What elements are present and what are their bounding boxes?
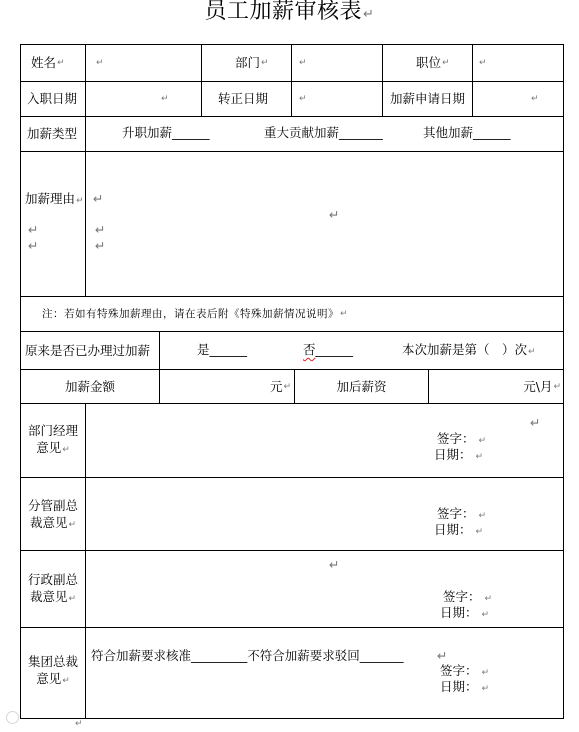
- position-value-cell[interactable]: [472, 44, 564, 82]
- paragraph-mark-icon: ↵: [62, 444, 70, 455]
- admin-vp-opinion-cell[interactable]: [85, 550, 564, 628]
- paragraph-mark-icon: ↵: [95, 238, 106, 253]
- spellcheck-flagged-char: 否: [303, 342, 316, 357]
- name-value-cell[interactable]: [85, 44, 202, 82]
- vp-date-line: [434, 522, 483, 540]
- paragraph-mark-icon: ↵: [531, 94, 539, 104]
- paragraph-mark-icon: ↵: [478, 436, 487, 446]
- special-reason-note: 注：若如有特殊加薪理由，请在表后附《特殊加薪情况说明》: [42, 308, 339, 320]
- sign-label: 签字：: [437, 431, 475, 446]
- dept-manager-date-line: [434, 447, 483, 465]
- hire-date-value-cell[interactable]: [85, 81, 202, 117]
- raise-type-option-promotion[interactable]: 升职加薪______: [122, 125, 210, 140]
- dept-manager-opinion-cell[interactable]: [85, 403, 564, 478]
- raise-type-label-cell: [20, 116, 86, 152]
- dept-manager-opinion-label: 部门经理意见: [27, 423, 78, 455]
- paragraph-mark-icon: ↵: [475, 452, 484, 462]
- raise-reason-label-cell: [20, 151, 86, 297]
- prior-raise-label-cell: [20, 331, 160, 370]
- raise-amount-label: 加薪金额: [64, 378, 115, 394]
- hire-date-label: 入职日期: [27, 91, 78, 106]
- paragraph-mark-icon: ↵: [95, 222, 106, 237]
- paragraph-mark-icon: ↵: [62, 675, 70, 686]
- raise-amount-value-cell[interactable]: [159, 369, 295, 404]
- department-label: 部门: [235, 55, 261, 70]
- paragraph-mark-icon: ↵: [479, 58, 487, 68]
- name-label-cell: [20, 44, 86, 82]
- paragraph-mark-icon: ↵: [475, 527, 484, 537]
- regularization-date-label: 转正日期: [218, 91, 269, 106]
- date-label: 日期：: [440, 679, 478, 694]
- new-salary-unit: 元\月: [523, 378, 553, 394]
- paragraph-mark-icon: ↵: [528, 347, 536, 357]
- paragraph-mark-icon: ↵: [478, 511, 487, 521]
- raise-reason-input-cell[interactable]: [85, 151, 564, 297]
- paragraph-mark-icon: ↵: [68, 593, 77, 604]
- raise-apply-date-value-cell[interactable]: [472, 81, 564, 117]
- paragraph-mark-icon: ↵: [481, 668, 490, 678]
- paragraph-mark-icon: ↵: [299, 58, 307, 68]
- paragraph-mark-icon: ↵: [442, 58, 450, 68]
- paragraph-mark-icon: ↵: [530, 415, 541, 430]
- dept-manager-opinion-label-cell: [20, 403, 86, 478]
- paragraph-mark-icon: ↵: [96, 58, 104, 68]
- vp-opinion-cell[interactable]: [85, 477, 564, 551]
- admin-vp-opinion-label-cell: [20, 550, 86, 628]
- prior-raise-answer-cell[interactable]: [159, 331, 564, 370]
- raise-apply-date-label: 加薪申请日期: [390, 91, 466, 106]
- vp-opinion-label-wrap: [26, 478, 80, 533]
- prior-raise-no-blank: ______: [315, 342, 354, 357]
- president-opinion-label-cell: [20, 627, 86, 719]
- paragraph-mark-icon: ↵: [261, 58, 269, 68]
- department-value-cell[interactable]: [291, 44, 383, 82]
- paragraph-mark-icon: ↵: [93, 191, 104, 206]
- sign-label: 签字：: [443, 589, 481, 604]
- salary-raise-review-table: [20, 44, 564, 719]
- form-title-text: 员工加薪审核表: [204, 0, 363, 24]
- regularization-date-label-cell: [201, 81, 292, 117]
- prior-raise-label: 原来是否已办理过加薪: [25, 342, 151, 358]
- paragraph-mark-icon: ↵: [329, 207, 340, 222]
- department-label-cell: [201, 44, 292, 82]
- position-label: 职位: [416, 55, 442, 70]
- president-opinion-label-wrap: [26, 628, 80, 689]
- paragraph-mark-icon: ↵: [437, 648, 448, 663]
- president-opinion-label: 集团总裁意见: [27, 654, 78, 686]
- paragraph-mark-icon: ↵: [481, 610, 490, 620]
- raise-amount-unit: 元: [269, 378, 283, 394]
- new-salary-label: 加后薪资: [336, 378, 387, 394]
- paragraph-mark-icon: ↵: [363, 7, 375, 22]
- date-label: 日期：: [434, 522, 472, 537]
- vp-opinion-label-cell: [20, 477, 86, 551]
- paragraph-mark-icon: ↵: [484, 594, 493, 604]
- admin-vp-date-line: [440, 605, 489, 623]
- paragraph-mark-icon: ↵: [57, 58, 65, 68]
- new-salary-label-cell: [294, 369, 429, 404]
- admin-vp-opinion-label-wrap: [26, 551, 80, 607]
- regularization-date-value-cell[interactable]: [291, 81, 383, 117]
- raise-amount-label-cell: [20, 369, 160, 404]
- president-date-line: [440, 679, 489, 697]
- date-label: 日期：: [440, 605, 478, 620]
- paragraph-mark-icon: ↵: [68, 519, 77, 530]
- paragraph-mark-icon: ↵: [161, 94, 169, 104]
- paragraph-mark-icon: ↵: [28, 238, 39, 253]
- name-label: 姓名: [31, 55, 57, 70]
- paragraph-mark-icon: ↵: [75, 719, 83, 729]
- paragraph-mark-icon: ↵: [553, 381, 561, 392]
- president-decision-text[interactable]: 符合加薪要求核准_________不符合加薪要求驳回_______: [91, 648, 404, 663]
- raise-type-option-other[interactable]: 其他加薪______: [423, 125, 511, 140]
- position-label-cell: [382, 44, 473, 82]
- hire-date-label-cell: [20, 81, 86, 117]
- paragraph-mark-icon: ↵: [340, 309, 348, 319]
- president-opinion-cell[interactable]: [85, 627, 564, 719]
- paragraph-mark-icon: ↵: [481, 684, 490, 694]
- sign-label: 签字：: [440, 663, 478, 678]
- paragraph-mark-icon: ↵: [299, 94, 307, 104]
- new-salary-value-cell[interactable]: [428, 369, 564, 404]
- watermark-logo-icon: [6, 711, 19, 724]
- raise-type-label: 加薪类型: [27, 126, 78, 141]
- raise-reason-label-line: [25, 191, 84, 209]
- prior-raise-no-option[interactable]: [303, 342, 353, 358]
- paragraph-mark-icon: ↵: [28, 222, 39, 237]
- raise-count-line[interactable]: [402, 342, 536, 360]
- sign-label: 签字：: [437, 506, 475, 521]
- raise-reason-label: 加薪理由: [25, 191, 76, 206]
- form-title: [0, 0, 579, 29]
- dept-manager-opinion-label-wrap: [26, 404, 80, 458]
- paragraph-mark-icon: ↵: [329, 557, 340, 572]
- paragraph-mark-icon: ↵: [283, 381, 291, 392]
- admin-vp-opinion-label: 行政副总裁意见: [27, 572, 78, 604]
- prior-raise-yes-option[interactable]: 是______: [197, 342, 248, 357]
- raise-type-option-major-contribution[interactable]: 重大贡献加薪_______: [264, 125, 383, 140]
- paragraph-mark-icon: ↵: [76, 196, 84, 206]
- date-label: 日期：: [434, 447, 472, 462]
- raise-apply-date-label-cell: [382, 81, 473, 117]
- raise-type-options-cell[interactable]: [85, 116, 564, 152]
- raise-count-text: 本次加薪是第（ ）次: [402, 342, 528, 357]
- special-reason-note-cell: [20, 296, 564, 332]
- vp-opinion-label: 分管副总裁意见: [27, 498, 78, 530]
